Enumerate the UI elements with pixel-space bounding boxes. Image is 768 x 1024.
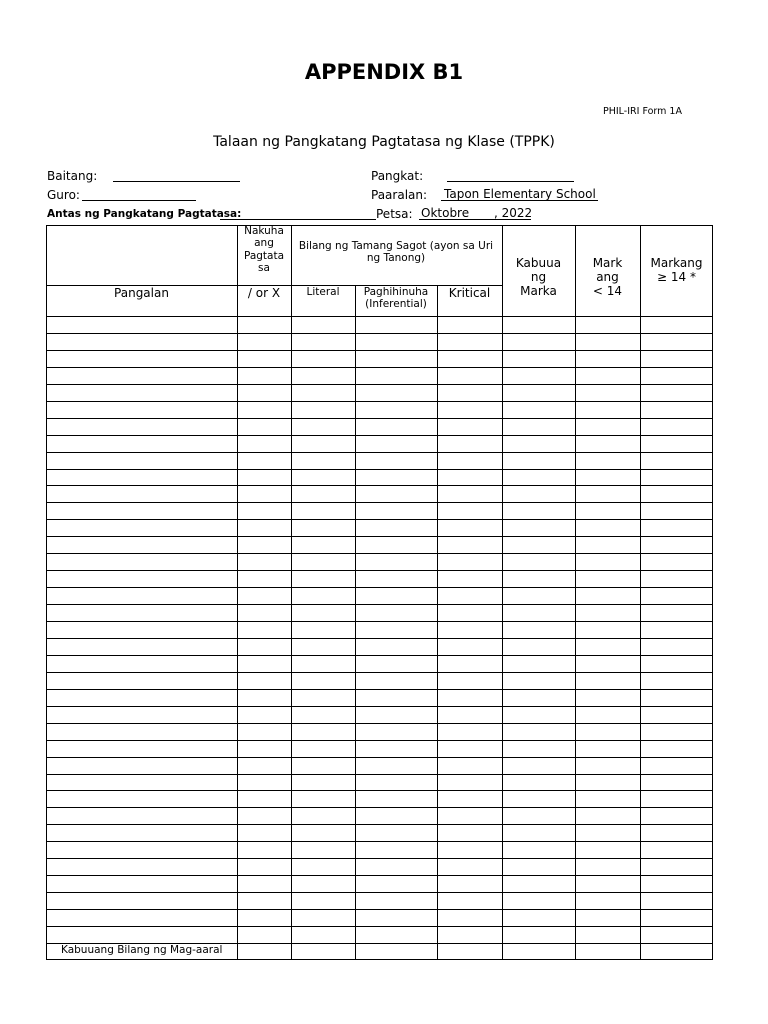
baitang-line	[113, 181, 240, 182]
header-kabuuan-line-2: ng	[530, 270, 547, 285]
header-nakuha-line-2: ang	[254, 237, 274, 250]
antas-line	[220, 219, 376, 220]
header-markang-14-up	[640, 256, 713, 284]
page-title: APPENDIX B1	[304, 60, 464, 84]
header-nakuha-line-3: Pagtata	[243, 249, 285, 262]
header-markang-ge-line-1: Markang	[650, 256, 703, 270]
tppk-table	[46, 225, 713, 960]
header-paghihinuha-line-1: Paghihinuha	[363, 286, 429, 298]
header-markang-lt-line-3: < 14	[592, 284, 623, 299]
table-grid-lines	[46, 225, 713, 960]
antas-label: Antas ng Pangkatang Pagtatasa:	[47, 208, 242, 220]
header-nakuha-line-1: Nakuha	[244, 225, 284, 237]
header-bilang	[293, 240, 499, 265]
header-markang-lt-line-2: ang	[596, 270, 619, 285]
header-kabuuan	[502, 256, 575, 298]
header-markang-below-14	[575, 256, 640, 298]
guro-line	[82, 200, 196, 201]
pangkat-label: Pangkat:	[371, 169, 424, 183]
header-markang-ge-line-2: ≥ 14 *	[657, 270, 696, 285]
paaralan-label: Paaralan:	[371, 188, 428, 202]
paaralan-value[interactable]: Tapon Elementary School	[444, 187, 596, 201]
form-subtitle: Talaan ng Pangkatang Pagtatasa ng Klase (TPPK)	[213, 134, 555, 150]
header-markang-lt-line-1: Mark	[592, 256, 623, 270]
petsa-year[interactable]: , 2022	[494, 206, 533, 220]
header-kabuuan-line-1: Kabuua	[515, 256, 562, 270]
header-kabuuan-line-3: Marka	[520, 284, 557, 299]
header-bilang-line-2: ng Tanong)	[366, 252, 426, 265]
petsa-month[interactable]: Oktobre	[421, 206, 470, 220]
footer-total-label: Kabuuang Bilang ng Mag-aaral	[61, 944, 223, 956]
guro-label: Guro:	[47, 188, 80, 202]
header-kritical: Kritical	[448, 286, 491, 300]
header-literal: Literal	[306, 286, 340, 298]
header-bilang-line-1: Bilang ng Tamang Sagot (ayon sa Uri	[298, 240, 494, 252]
header-paghihinuha	[355, 286, 437, 311]
header-pangalan: Pangalan	[114, 286, 169, 300]
baitang-label: Baitang:	[47, 169, 98, 183]
header-nakuha-line-4: sa	[258, 262, 270, 275]
form-code: PHIL-IRI Form 1A	[603, 106, 682, 117]
header-nakuha	[237, 225, 291, 275]
header-nakuha-mark: / or X	[247, 286, 281, 300]
header-paghihinuha-line-2: (Inferential)	[365, 298, 427, 311]
pangkat-line	[447, 181, 574, 182]
petsa-label: Petsa:	[376, 207, 413, 221]
